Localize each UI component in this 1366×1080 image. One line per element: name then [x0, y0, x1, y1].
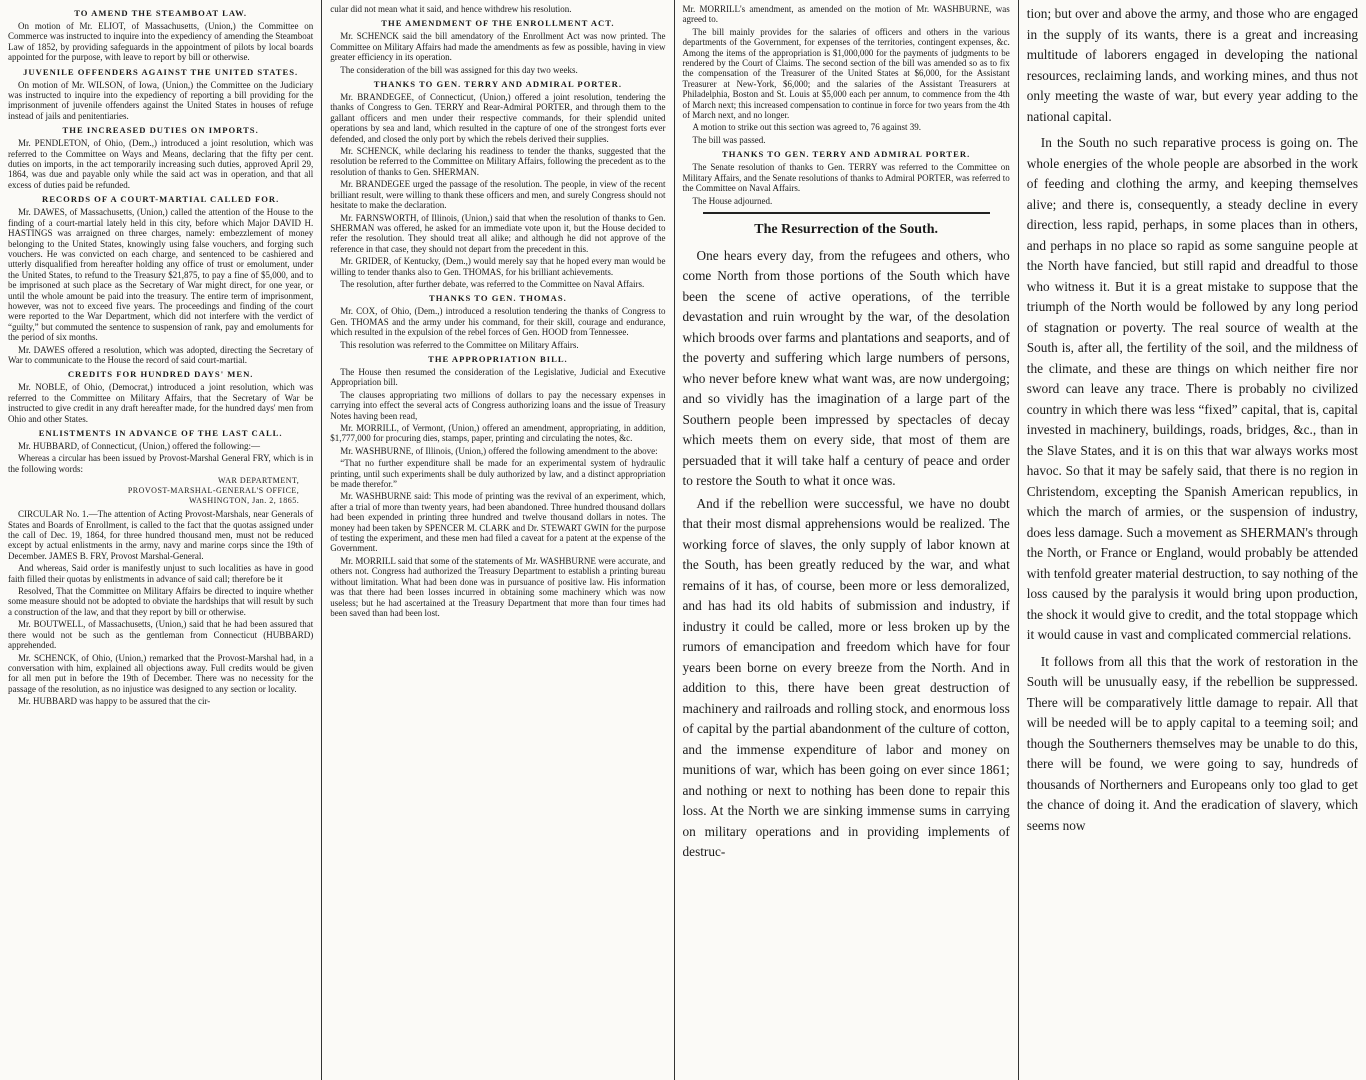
- paragraph: Mr. WASHBURNE said: This mode of printing was the revival of an experiment, which, after a trial of more than twenty years, had been abandoned. Three hundred thousand dollars had been expended in printing three hundred and twelve thousand dollars in notes. The money had been taken by SPENCER M. CLARK and Dr. STEWART GWIN for the purpose of testing the experiment, and these men had filed a caveat for a patent at the expense of the Government.: [330, 491, 666, 554]
- column-1: [0, 0, 321, 1080]
- letterhead-line: PROVOST-MARSHAL-GENERAL'S OFFICE,: [127, 486, 300, 496]
- paragraph: Mr. SCHENCK said the bill amendatory of the Enrollment Act was now printed. The Committee on Military Affairs had made the amendments as few as possible, having in view greater efficiency in its operation.: [330, 31, 666, 63]
- paragraph: Mr. WASHBURNE, of Illinois, (Union,) offered the following amendment to the above:: [340, 445, 658, 456]
- paragraph: The House then resumed the consideration of the Legislative, Judicial and Executive Appropriation bill.: [330, 366, 666, 388]
- section-heading: THANKS TO GEN. TERRY AND ADMIRAL PORTER.: [373, 79, 623, 90]
- paragraph: Mr. DAWES offered a resolution, which was adopted, directing the Secretary of War to communicate to the House the record of said court-martial.: [8, 344, 314, 365]
- paragraph: cular did not mean what it said, and hence withdrew his resolution.: [330, 4, 572, 14]
- article-title: The Resurrection of the South.: [754, 221, 938, 237]
- paragraph: Mr. COX, of Ohio, (Dem.,) introduced a resolution tendering the thanks of Congress to Gen. THOMAS and the army under his command, for their skill, courage and endurance, which resulted in the expulsion of the rebel forces of Gen. HOOD from Tennessee.: [330, 306, 666, 338]
- paragraph: Mr. MORRILL said that some of the statements of Mr. WASHBURNE were accurate, and others not. Congress had authorized the Treasury Department to establish a printing bureau without limitation. What had been done was in pursuance of positive law. His information was that there had been losses incurred in obtaining some machinery which was now useless; but he had ascertained at the Treasury Department that more than four times had been saved than had been lost.: [330, 555, 666, 618]
- section-heading: THE AMENDMENT OF THE ENROLLMENT ACT.: [381, 18, 615, 29]
- paragraph: Mr. NOBLE, of Ohio, (Democrat,) introduced a joint resolution, which was referred to the Committee on Military Affairs, that the Secretary of War be instructed to give credit in any draft hereafter made, for the hundred days' men from Ohio and other States.: [8, 382, 314, 424]
- paragraph: tion; but over and above the army, and those who are engaged in the supply of its wants, there is a great and increasing multitude of laborers engaged in developing the national resources, reclaiming lands, and working mines, and thus not only meeting the waste of war, but every year adding to the national capital.: [1026, 6, 1358, 124]
- section-heading: THANKS TO GEN. TERRY AND ADMIRAL PORTER.: [722, 149, 971, 160]
- section-heading: CREDITS FOR HUNDRED DAYS' MEN.: [67, 369, 254, 380]
- paragraph: Resolved, That the Committee on Military Affairs be directed to inquire whether some measure should not be adopted to obviate the hardships that will result by such a construction of the law, and that they report by bill or otherwise.: [8, 586, 314, 617]
- paragraph: Mr. HUBBARD, of Connecticut, (Union,) offered the following:—: [18, 441, 261, 451]
- editorial-body: [683, 246, 1010, 863]
- paragraph: One hears every day, from the refugees and others, who come North from those portions of the South which have been the scene of active operations, of the terrible devastation and ruin wrought by the war, of the desolation which broods over farms and plantations and seaports, and of the poverty and suffering which large numbers of persons, who never before knew what want was, are now undergoing; and so vividly has the imagination of a large part of the Southern people been impressed by spectacles of decay which meets them on every side, that most of them are persuaded that it will take half a century of peace and order to restore the South to what it once was.: [682, 247, 1010, 489]
- paragraph: Mr. PENDLETON, of Ohio, (Dem.,) introduced a joint resolution, which was referred to the Committee on Ways and Means, declaring that the fifty per cent. duties on imports, in the act temporarily increasing such duties, approved April 29, 1864, was due and payable only while the said act was in operation, and that all excess of duties paid be refunded.: [8, 138, 314, 190]
- letterhead-line: WASHINGTON, Jan. 2, 1865.: [188, 496, 300, 506]
- paragraph: The resolution, after further debate, was referred to the Committee on Naval Affairs.: [340, 278, 645, 289]
- paragraph: Mr. MORRILL's amendment, as amended on the motion of Mr. WASHBURNE, was agreed to.: [682, 4, 1010, 25]
- section-divider: [703, 212, 990, 214]
- proceedings-continued: [683, 4, 1010, 206]
- paragraph: The consideration of the bill was assigned for this day two weeks.: [340, 64, 578, 75]
- paragraph: Mr. MORRILL, of Vermont, (Union,) offered an amendment, appropriating, in addition, $1,777,000 for procuring dies, stamps, paper, printing and circulating the notes, &c.: [330, 423, 666, 444]
- paragraph: This resolution was referred to the Committee on Military Affairs.: [340, 339, 579, 350]
- paragraph: The House adjourned.: [692, 195, 773, 206]
- paragraph: Mr. BRANDEGEE, of Connecticut, (Union,) offered a joint resolution, tendering the thanks of Congress to Gen. TERRY and Rear-Admiral PORTER, and through them to the gallant officers and men under their respective commands, for their splendid united operations by sea and land, which resulted in the capture of one of the strongest forts ever defended, and closed the only port by which the rebels derived their supplies.: [330, 92, 666, 144]
- paragraph: CIRCULAR No. 1.—The attention of Acting Provost-Marshals, near Generals of States and Boards of Enrollment, is called to the fact that the quotas assigned under the call of Dec. 19, 1864, for three hundred thousand men, must not be reduced except by actual enlistments in the army, navy and marine corps since the 19th of December. JAMES B. FRY, Provost Marshal-General.: [8, 509, 314, 561]
- paragraph: The clauses appropriating two millions of dollars to pay the necessary expenses in carrying into effect the several acts of Congress authorizing loans and the issue of Treasury Notes having been read,: [330, 389, 666, 421]
- section-heading: ENLISTMENTS IN ADVANCE OF THE LAST CALL.: [38, 428, 283, 438]
- paragraph: “That no further expenditure shall be made for an experimental system of hydraulic printing, until such experiments shall be duly authorized by law, and a distinct appropriation be made therefor.”: [330, 458, 666, 490]
- column-4: [1019, 0, 1366, 1080]
- paragraph: Mr. SCHENCK, of Ohio, (Union,) remarked that the Provost-Marshal had, in a conversation with him, explained all objections away. Full credits would be given for all men put in before the 19th of December. There was no necessity for the passage of the resolution, as no injustice was designed to any section or locality.: [8, 652, 314, 694]
- paragraph: The bill was passed.: [692, 134, 766, 145]
- column-3: [675, 0, 1018, 1080]
- circular-letterhead: [8, 476, 299, 506]
- paragraph: Mr. BRANDEGEE urged the passage of the resolution. The people, in view of the recent brilliant result, were willing to thank these officers and men, and surely Congress should not hesitate to make the declaration.: [330, 179, 666, 211]
- paragraph: Mr. DAWES, of Massachusetts, (Union,) called the attention of the House to the finding of a court-martial lately held in this city, before which Major DAVID H. HASTINGS was arraigned on three charges, namely: embezzlement of money belonging to the United States, knowingly using false vouchers, and forging such vouchers. He was convicted on each charge, and sentenced to be cashiered and utterly disqualified from hereafter holding any office of trust or emolument, under the United States, to refund to the Treasury $21,875, to pay a fine of $5,000, and to be imprisoned at such place as the Secretary of War might direct, for one year, or until the whole amount be paid into the treasury. The entire term of imprisonment, however, was not to exceed five years. The proceedings and finding of the court were reported to the War Department, which did not interfere with the verdict of “guilty,” but commuted the sentence to suspension of rank, pay and emoluments for the period of six months.: [8, 207, 314, 343]
- section-heading: RECORDS OF A COURT-MARTIAL CALLED FOR.: [41, 194, 280, 205]
- paragraph: The bill mainly provides for the salaries of officers and others in the various departments of the Government, for expenses of the territories, contingent expenses, &c. Among the items of the appropriation is $1,000,000 for the payments of judgments to be rendered by the Court of Claims. The second section of the bill was amended so as to fix the compensation of the Treasurer of the United States at $6,000, for the Assistant Treasurer at New-York, $6,000; and the salaries of the Assistant Treasurers at Philadelphia, Boston and St. Louis at $5,000 each per annum, to commence from the 4th of March next; this increased compensation to continue in force for two years from the 4th of March next, and no longer.: [682, 26, 1010, 121]
- paragraph: Whereas a circular has been issued by Provost-Marshal General FRY, which is in the following words:: [8, 453, 314, 474]
- paragraph: In the South no such reparative process is going on. The whole energies of the whole people are absorbed in the work of feeding and clothing the army, and keeping themselves alive; and there is, consequently, a steady decline in every direction, less rapid, perhaps, in some places than in others, and perhaps in no place so rapid as some sanguine people at the North have fancied, but still rapid and dreadful to those who witness it. But it is a great mistake to suppose that the triumph of the North would be followed by any long period of stagnation or poverty. The real source of wealth at the South is, after all, the fertility of the soil, and the mildness of the climate, and these are things on which neither fire nor sword can leave any trace. There is probably no civilized country in which there was less “fixed” capital, that is, capital invested in machinery, buildings, roads, bridges, &c., than in the Slave States, and it is on this that war always works most havoc. So that it may be safely said, that there is no region in Christendom, excepting the Spanish American republics, in which the march of armies, or the suspension of industry, does less damage. Such a movement as SHERMAN's through the North, or France or England, would probably be attended with tenfold greater material destruction, to say nothing of the loss caused by the paralysis it would bring upon production, the shock it would give to credit, and the total stoppage which it would cause in vast and complicated commercial relations.: [1026, 135, 1358, 642]
- paragraph: And whereas, Said order is manifestly unjust to such localities as have in good faith filled their quotas by enlistments in advance of said call; therefore be it: [8, 563, 314, 584]
- paragraph: Mr. BOUTWELL, of Massachusetts, (Union,) said that he had been assured that there would not be such as the gentleman from Connecticut (HUBBARD) apprehended.: [8, 619, 314, 651]
- paragraph: Mr. SCHENCK, while declaring his readiness to tender the thanks, suggested that the resolution be referred to the Committee on Military Affairs, following the precedent as to the resolution of thanks to Gen. SHERMAN.: [330, 146, 666, 177]
- paragraph: Mr. FARNSWORTH, of Illinois, (Union,) said that when the resolution of thanks to Gen. SHERMAN was offered, he asked for an immediate vote upon it, but the House decided to refer the resolution. They should treat all alike; and although he did not approve of the reference in that case, they should not depart from the precedent in this.: [330, 212, 666, 254]
- section-heading: THE APPROPRIATION BILL.: [428, 353, 568, 364]
- paragraph: Mr. GRIDER, of Kentucky, (Dem.,) would merely say that he hoped every man would be willing to tender thanks also to Gen. THOMAS, for his brilliant achievements.: [330, 256, 666, 277]
- section-heading: THE INCREASED DUTIES ON IMPORTS.: [62, 125, 259, 136]
- section-heading: THANKS TO GEN. THOMAS.: [429, 293, 567, 304]
- column-2: [322, 0, 673, 1080]
- paragraph: On motion of Mr. ELIOT, of Massachusetts, (Union,) the Committee on Commerce was instructed to inquire into the expediency of amending the Steamboat Law of 1852, by providing safeguards in the appointment of pilots by local boards appointed for the purpose, with leave to report by bill or otherwise.: [8, 21, 314, 63]
- paragraph: Mr. HUBBARD was happy to be assured that the cir-: [18, 696, 211, 707]
- paragraph: And if the rebellion were successful, we have no doubt that their most dismal apprehensions would be realized. The working force of slaves, the only supply of labor known at the South, has been greatly reduced by the war, and what remains of it has, of course, been more or less demoralized, and has had its old habits of submission and industry, if industry it could be called, more or less broken up by the rumors of emancipation and freedom which have for four years been borne on every breeze from the North. And in addition to this, there have been great destruction of machinery and railroads and rolling stock, and enormous loss of capital by the partial abandonment of the culture of cotton, and the immense expenditure of labor and money on munitions of war, which has been going on ever since 1861; and nothing or next to nothing has been done to repair this loss. At the North we are sinking immense sums in carrying on military operations and in providing implements of destruc-: [682, 495, 1010, 860]
- paragraph: A motion to strike out this section was agreed to, 76 against 39.: [692, 122, 921, 133]
- paragraph: On motion of Mr. WILSON, of Iowa, (Union,) the Committee on the Judiciary was instructed to inquire into the expediency of reporting a bill providing for the imprisonment of juvenile offenders against the United States in houses of refuge instead of jails and penitentiaries.: [8, 79, 314, 121]
- section-heading: TO AMEND THE STEAMBOAT LAW.: [74, 8, 248, 18]
- letterhead-line: WAR DEPARTMENT,: [218, 476, 300, 486]
- section-heading: JUVENILE OFFENDERS AGAINST THE UNITED STATES.: [23, 66, 299, 77]
- paragraph: The Senate resolution of thanks to Gen. TERRY was referred to the Committee on Military Affairs, and the Senate resolutions of thanks to Admiral PORTER, was referred to the Committee on Naval Affairs.: [682, 162, 1010, 194]
- paragraph: It follows from all this that the work of restoration in the South will be unusually easy, if the rebellion be suppressed. There will be comparatively little damage to repair. All that will be needed will be to apply capital to a teeming soil; and though the Southerners themselves may be unable to do this, there will be found, we were going to say, hundreds of thousands of Northerners and Europeans only too glad to get the chance of doing it. And the eradication of slavery, which seems now: [1026, 653, 1358, 833]
